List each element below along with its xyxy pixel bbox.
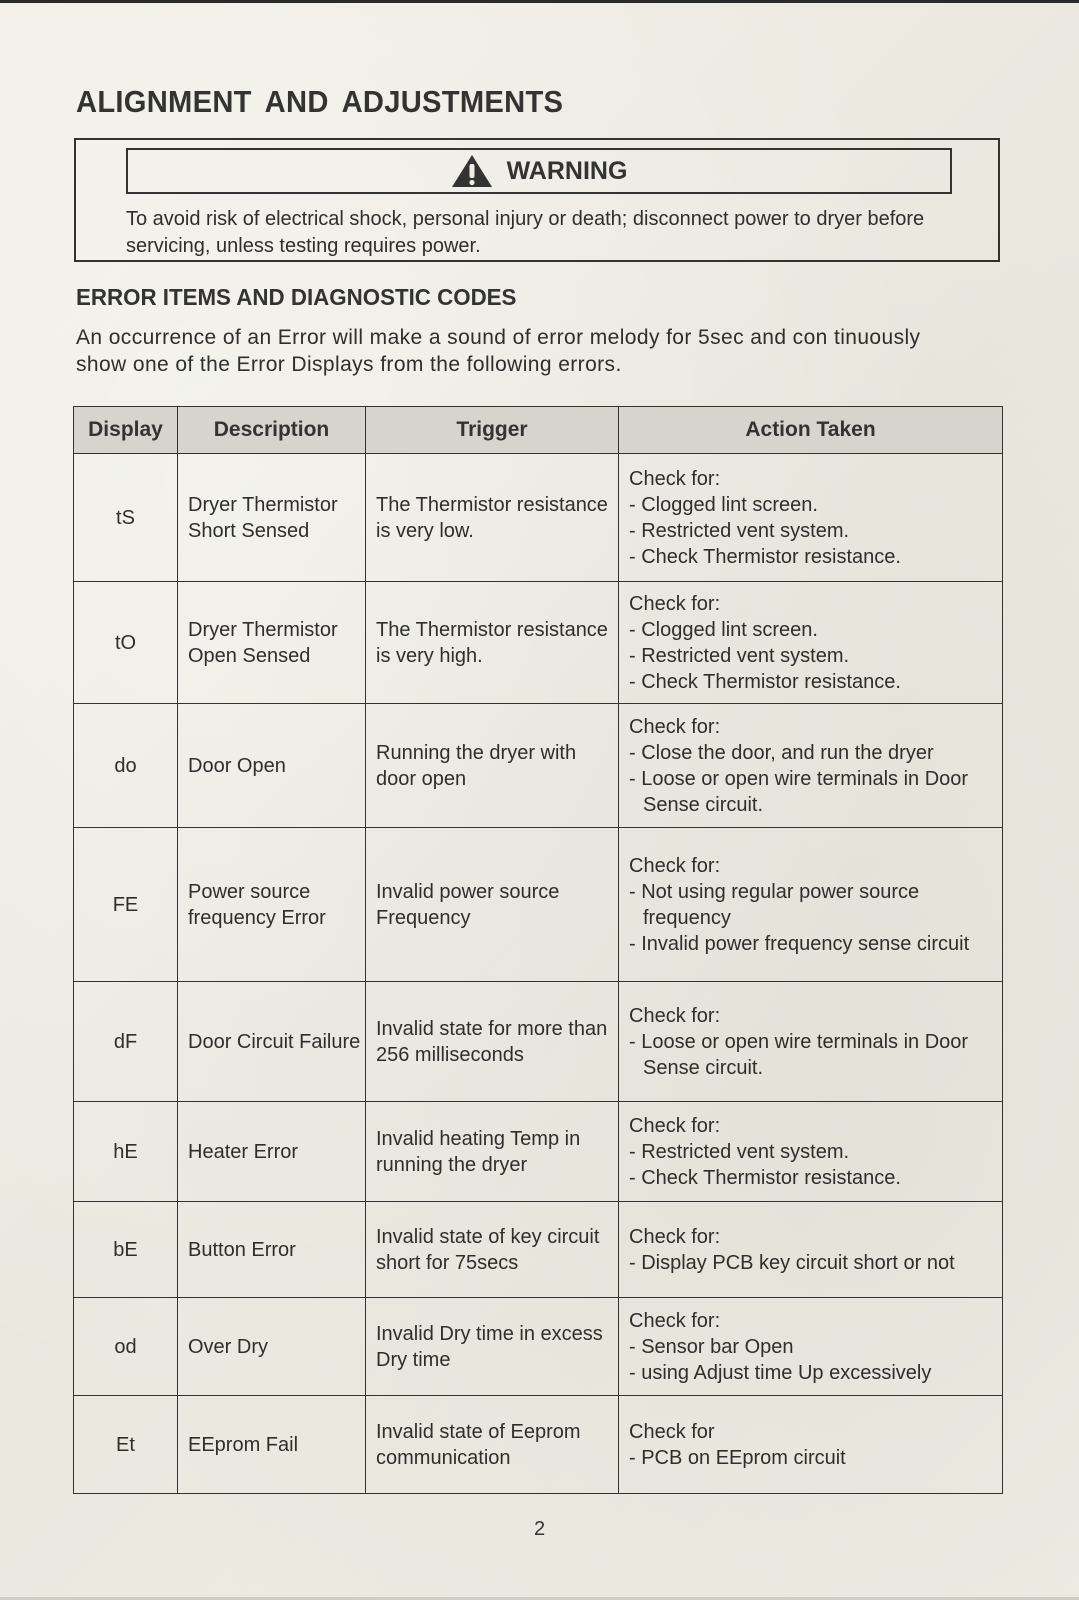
cell-action <box>619 982 1003 1102</box>
action-title: Check for <box>629 1420 715 1443</box>
cell-description: Heater Error <box>178 1102 366 1202</box>
section-intro: An occurrence of an Error will make a sound of error melody for 5sec and con tinuously show one of the Error Displays from the following errors. <box>76 326 921 376</box>
action-item: - Loose or open wire terminals in Door Sense circuit. <box>629 767 969 816</box>
action-item: - Not using regular power source frequency <box>629 880 920 929</box>
action-item: - Check Thermistor resistance. <box>629 670 901 693</box>
action-item: - Check Thermistor resistance. <box>629 545 901 568</box>
table-row <box>74 582 1003 704</box>
action-title: Check for: <box>629 1225 721 1248</box>
cell-action <box>619 1102 1003 1202</box>
cell-display: tS <box>74 454 178 582</box>
cell-trigger: Invalid power source Frequency <box>366 828 619 982</box>
cell-description: Over Dry <box>178 1298 366 1396</box>
cell-action <box>619 1298 1003 1396</box>
cell-display: bE <box>74 1202 178 1298</box>
warning-header <box>126 148 952 194</box>
page-top-edge <box>0 0 1079 3</box>
action-item: - Restricted vent system. <box>629 519 850 542</box>
cell-action <box>619 582 1003 704</box>
action-item: - using Adjust time Up excessively <box>629 1361 932 1384</box>
table-row <box>74 1202 1003 1298</box>
cell-display: FE <box>74 828 178 982</box>
header-description: Description <box>178 407 366 454</box>
table-row <box>74 828 1003 982</box>
header-trigger: Trigger <box>366 407 619 454</box>
section-title: ERROR ITEMS AND DIAGNOSTIC CODES <box>76 284 517 310</box>
cell-display: do <box>74 704 178 828</box>
table-row <box>74 704 1003 828</box>
action-item: - Sensor bar Open <box>629 1335 794 1358</box>
cell-trigger: Invalid heating Temp in running the dryer <box>366 1102 619 1202</box>
action-item: - Restricted vent system. <box>629 644 850 667</box>
cell-trigger: Running the dryer with door open <box>366 704 619 828</box>
cell-action <box>619 454 1003 582</box>
action-title: Check for: <box>629 1309 721 1332</box>
cell-display: Et <box>74 1396 178 1494</box>
cell-action <box>619 1396 1003 1494</box>
action-item: - Invalid power frequency sense circuit <box>629 932 970 955</box>
cell-display: hE <box>74 1102 178 1202</box>
action-item: - Restricted vent system. <box>629 1140 850 1163</box>
table-row <box>74 454 1003 582</box>
cell-description: Door Circuit Failure <box>178 982 366 1102</box>
warning-box <box>74 138 1000 262</box>
action-title: Check for: <box>629 467 721 490</box>
table-row <box>74 1396 1003 1494</box>
cell-display: tO <box>74 582 178 704</box>
warning-label: WARNING <box>506 156 628 185</box>
action-item: - Close the door, and run the dryer <box>629 741 934 764</box>
error-codes-table <box>73 406 1003 1494</box>
action-title: Check for: <box>629 1004 721 1027</box>
action-item: - PCB on EEprom circuit <box>629 1446 846 1469</box>
cell-display: od <box>74 1298 178 1396</box>
cell-trigger: The Thermistor resistance is very high. <box>366 582 619 704</box>
action-title: Check for: <box>629 854 721 877</box>
action-item: - Clogged lint screen. <box>629 493 818 516</box>
cell-trigger: Invalid state of Eeprom communication <box>366 1396 619 1494</box>
cell-action <box>619 828 1003 982</box>
table-header-row <box>74 407 1003 454</box>
action-title: Check for: <box>629 592 721 615</box>
page-title: ALIGNMENT AND ADJUSTMENTS <box>76 84 564 119</box>
action-item: - Check Thermistor resistance. <box>629 1166 901 1189</box>
header-action-taken: Action Taken <box>619 407 1003 454</box>
action-item: - Clogged lint screen. <box>629 618 818 641</box>
cell-description: Power source frequency Error <box>178 828 366 982</box>
cell-description: Button Error <box>178 1202 366 1298</box>
action-item: - Loose or open wire terminals in Door Sense circuit. <box>629 1030 969 1079</box>
action-title: Check for: <box>629 1114 721 1137</box>
action-item: - Display PCB key circuit short or not <box>629 1251 955 1274</box>
cell-trigger: Invalid Dry time in excess Dry time <box>366 1298 619 1396</box>
cell-trigger: The Thermistor resistance is very low. <box>366 454 619 582</box>
cell-action <box>619 704 1003 828</box>
table-row <box>74 1298 1003 1396</box>
cell-action <box>619 1202 1003 1298</box>
header-display: Display <box>74 407 178 454</box>
action-title: Check for: <box>629 715 721 738</box>
cell-description: Dryer Thermistor Open Sensed <box>178 582 366 704</box>
table-row <box>74 982 1003 1102</box>
cell-description: EEprom Fail <box>178 1396 366 1494</box>
page-number: 2 <box>533 1518 546 1540</box>
cell-trigger: Invalid state for more than 256 milliseconds <box>366 982 619 1102</box>
cell-description: Dryer Thermistor Short Sensed <box>178 454 366 582</box>
table-row <box>74 1102 1003 1202</box>
warning-text: To avoid risk of electrical shock, personal injury or death; disconnect power to dryer before servicing, unless testing requires power. <box>126 208 925 257</box>
cell-display: dF <box>74 982 178 1102</box>
cell-trigger: Invalid state of key circuit short for 75secs <box>366 1202 619 1298</box>
cell-description: Door Open <box>178 704 366 828</box>
warning-triangle-icon <box>451 154 493 188</box>
